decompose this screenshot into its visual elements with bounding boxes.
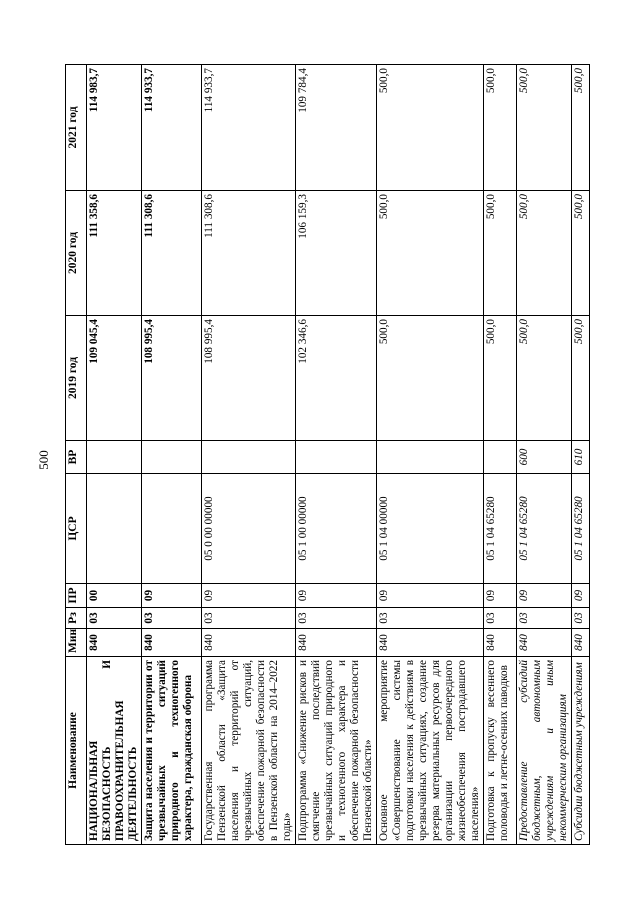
row-min: 840: [201, 629, 295, 657]
row-2020: 500,0: [516, 191, 571, 316]
row-name: Подпрограмма «Снижение рисков и смягчение последствий чрезвычайных ситуаций природного и техногенного характера и обеспечение пожарной безопасности Пензенской области»: [295, 657, 376, 845]
row-pr: 09: [516, 584, 571, 608]
table-row: [516, 65, 571, 845]
row-vr: [295, 441, 376, 474]
row-2021: 500,0: [483, 65, 516, 191]
row-2019: 500,0: [516, 316, 571, 441]
row-min: 840: [516, 629, 571, 657]
row-2020: 106 159,3: [295, 191, 376, 316]
row-name: НАЦИОНАЛЬНАЯ БЕЗОПАСНОСТЬ И ПРАВООХРАНИТЕЛЬНАЯ ДЕЯТЕЛЬНОСТЬ: [87, 657, 142, 845]
row-name: Основное мероприятие «Совершенствование системы подготовки населения к действиям в чрезвычайных ситуациях, создание резерва материальных ресурсов для организации первоочередного жизнеобеспечения пострадавшего населения»: [376, 657, 483, 845]
row-2021: 500,0: [516, 65, 571, 191]
budget-table-container: [65, 65, 585, 845]
row-csr: 05 0 00 00000: [201, 474, 295, 584]
row-vr: [483, 441, 516, 474]
row-pr: 09: [483, 584, 516, 608]
row-csr: [87, 474, 142, 584]
row-pr: 09: [295, 584, 376, 608]
row-rz: 03: [483, 608, 516, 629]
budget-table: [65, 64, 590, 845]
table-row: [295, 65, 376, 845]
row-2020: 111 308,6: [201, 191, 295, 316]
row-vr: 600: [516, 441, 571, 474]
row-pr: 09: [376, 584, 483, 608]
header-min: Мин: [66, 629, 87, 657]
row-rz: 03: [571, 608, 589, 629]
row-min: 840: [483, 629, 516, 657]
row-name: Государственная программа Пензенской области «Защита населения и территорий от чрезвычайных ситуаций, обеспечение пожарной безопасности в Пензенской области на 2014–2022 годы»: [201, 657, 295, 845]
row-2019: 500,0: [376, 316, 483, 441]
row-vr: 610: [571, 441, 589, 474]
row-pr: 09: [201, 584, 295, 608]
table-row: [483, 65, 516, 845]
row-name: Защита населения и территории от чрезвычайных ситуаций природного и техногенного характера, гражданская оборона: [141, 657, 201, 845]
row-2019: 109 045,4: [87, 316, 142, 441]
row-vr: [201, 441, 295, 474]
table-row: [201, 65, 295, 845]
row-2020: 500,0: [376, 191, 483, 316]
row-vr: [141, 441, 201, 474]
row-2020: 111 358,6: [87, 191, 142, 316]
row-min: 840: [571, 629, 589, 657]
row-pr: 09: [571, 584, 589, 608]
row-csr: 05 1 04 65280: [516, 474, 571, 584]
row-pr: 00: [87, 584, 142, 608]
row-2019: 500,0: [571, 316, 589, 441]
row-name: Подготовка к пропуску весеннего половодья и летне-осенних паводков: [483, 657, 516, 845]
header-2021: 2021 год: [66, 65, 87, 191]
header-row: [66, 65, 87, 845]
row-name: Субсидии бюджетным учреждениям: [571, 657, 589, 845]
header-csr: ЦСР: [66, 474, 87, 584]
table-row: [87, 65, 142, 845]
row-2019: 102 346,6: [295, 316, 376, 441]
row-rz: 03: [295, 608, 376, 629]
header-rz: Рз: [66, 608, 87, 629]
row-name: Предоставление субсидий бюджетным, автономным учреждениям и иным некоммерческим организациям: [516, 657, 571, 845]
row-2020: 111 308,6: [141, 191, 201, 316]
row-min: 840: [376, 629, 483, 657]
row-pr: 09: [141, 584, 201, 608]
row-2019: 108 995,4: [201, 316, 295, 441]
row-rz: 03: [516, 608, 571, 629]
row-2021: 114 933,7: [141, 65, 201, 191]
row-min: 840: [295, 629, 376, 657]
page-number: 500: [36, 450, 51, 470]
row-rz: 03: [141, 608, 201, 629]
row-rz: 03: [376, 608, 483, 629]
row-min: 840: [87, 629, 142, 657]
row-2020: 500,0: [483, 191, 516, 316]
row-rz: 03: [87, 608, 142, 629]
row-rz: 03: [201, 608, 295, 629]
row-csr: 05 1 04 65280: [483, 474, 516, 584]
header-name: Наименование: [66, 657, 87, 845]
table-row: [376, 65, 483, 845]
row-2019: 500,0: [483, 316, 516, 441]
row-csr: 05 1 04 00000: [376, 474, 483, 584]
row-vr: [376, 441, 483, 474]
row-2021: 109 784,4: [295, 65, 376, 191]
row-2021: 500,0: [571, 65, 589, 191]
row-2021: 114 933,7: [201, 65, 295, 191]
table-row: [141, 65, 201, 845]
table-row: [571, 65, 589, 845]
row-csr: 05 1 00 00000: [295, 474, 376, 584]
header-2019: 2019 год: [66, 316, 87, 441]
row-min: 840: [141, 629, 201, 657]
row-csr: [141, 474, 201, 584]
row-2021: 500,0: [376, 65, 483, 191]
header-vr: ВР: [66, 441, 87, 474]
row-2020: 500,0: [571, 191, 589, 316]
header-2020: 2020 год: [66, 191, 87, 316]
row-csr: 05 1 04 65280: [571, 474, 589, 584]
row-2021: 114 983,7: [87, 65, 142, 191]
row-vr: [87, 441, 142, 474]
row-2019: 108 995,4: [141, 316, 201, 441]
header-pr: ПР: [66, 584, 87, 608]
